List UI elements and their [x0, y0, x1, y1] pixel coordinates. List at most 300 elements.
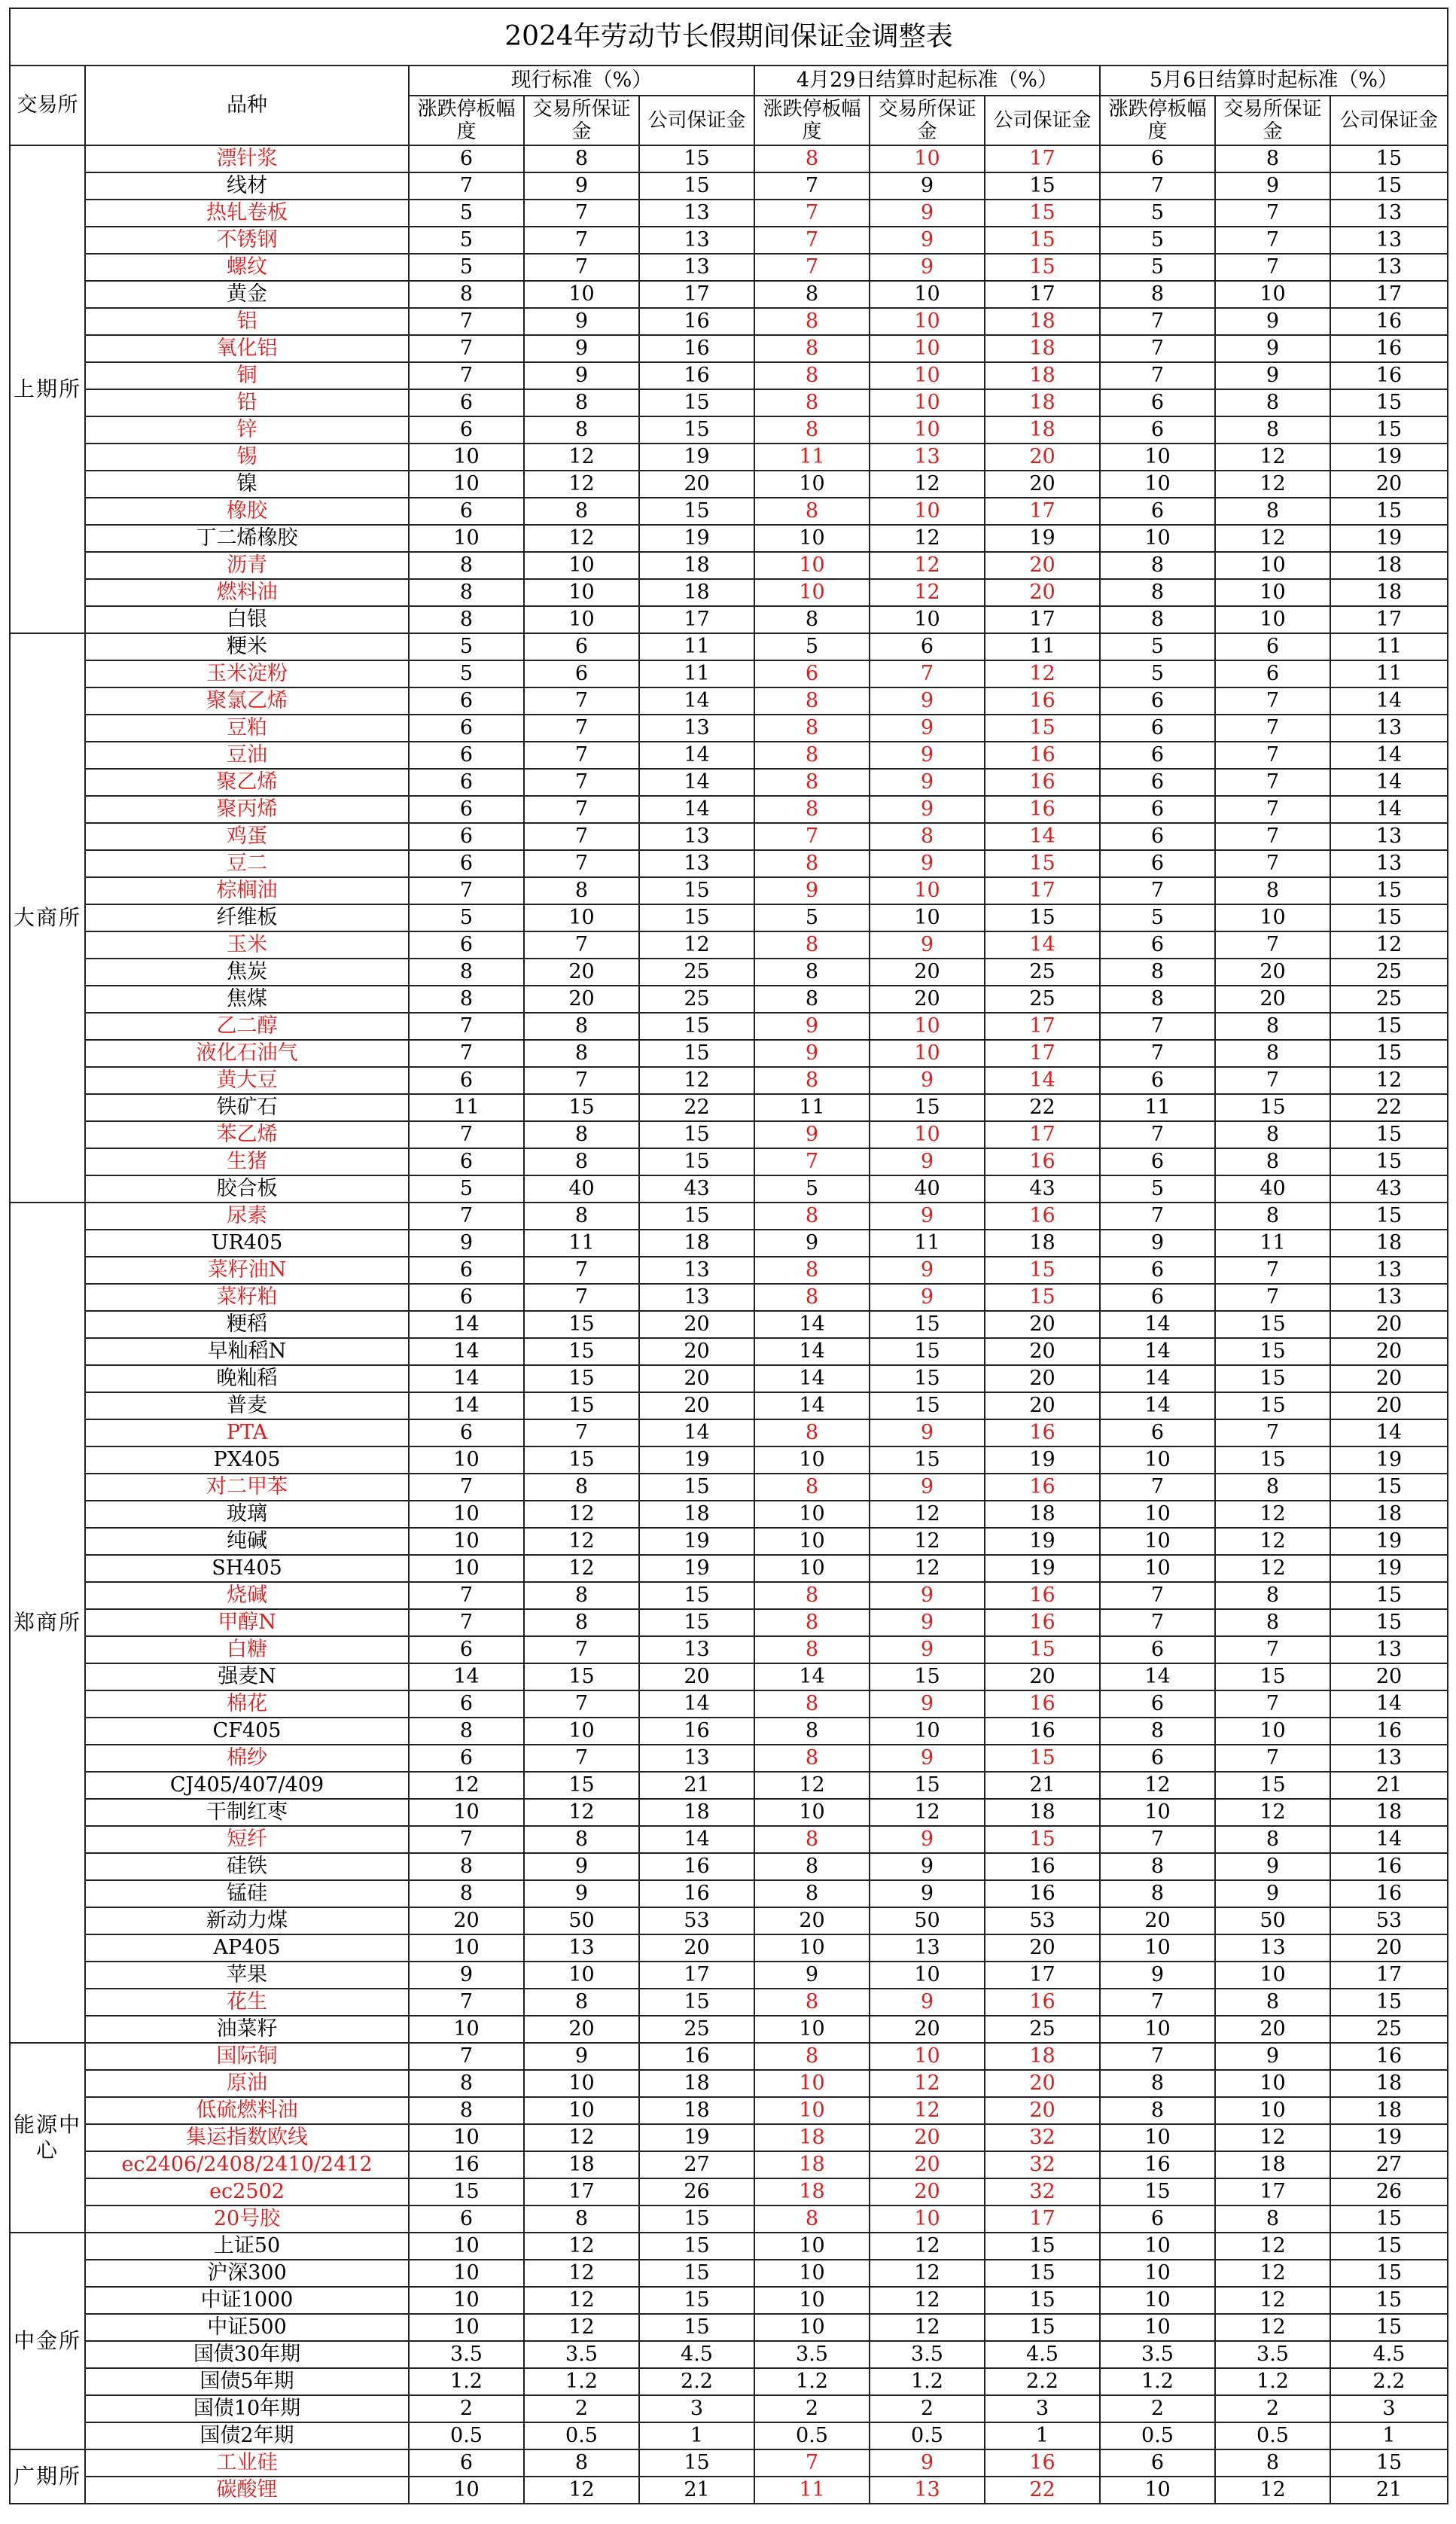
value-cell: 17: [1330, 606, 1448, 633]
value-cell: 13: [870, 444, 985, 471]
value-cell: 7: [409, 1203, 524, 1230]
value-cell: 8: [524, 1121, 639, 1148]
product-cell: ec2406/2408/2410/2412: [85, 2151, 409, 2178]
value-cell: 20: [639, 1338, 754, 1365]
value-cell: 20: [754, 1907, 870, 1934]
table-row: [10, 2124, 1448, 2151]
value-cell: 10: [1100, 2287, 1215, 2314]
value-cell: 3.5: [524, 2341, 639, 2368]
value-cell: 7: [1100, 1013, 1215, 1040]
value-cell: 6: [1100, 2205, 1215, 2233]
value-cell: 20: [1330, 1934, 1448, 1962]
value-cell: 8: [409, 959, 524, 986]
value-cell: 8: [754, 1284, 870, 1311]
value-cell: 8: [754, 362, 870, 389]
value-cell: 7: [524, 823, 639, 850]
value-cell: 15: [524, 1392, 639, 1419]
value-cell: 5: [1100, 904, 1215, 931]
value-cell: 12: [1330, 1067, 1448, 1094]
value-cell: 11: [409, 1094, 524, 1121]
table-row: [10, 389, 1448, 416]
product-cell: 尿素: [85, 1203, 409, 1230]
value-cell: 11: [1100, 1094, 1215, 1121]
value-cell: 6: [409, 2449, 524, 2477]
value-cell: 18: [1215, 2151, 1330, 2178]
value-cell: 9: [524, 1880, 639, 1907]
table-row: [10, 1419, 1448, 1446]
value-cell: 9: [870, 2449, 985, 2477]
value-cell: 7: [1100, 1040, 1215, 1067]
value-cell: 10: [870, 2205, 985, 2233]
product-cell: 不锈钢: [85, 227, 409, 254]
product-cell: 普麦: [85, 1392, 409, 1419]
value-cell: 7: [1215, 1690, 1330, 1718]
value-cell: 15: [524, 1663, 639, 1690]
value-cell: 6: [1100, 931, 1215, 959]
table-row: [10, 1257, 1448, 1284]
value-cell: 5: [409, 660, 524, 687]
value-cell: 20: [1330, 471, 1448, 498]
value-cell: 7: [1215, 200, 1330, 227]
value-cell: 14: [1100, 1663, 1215, 1690]
value-cell: 10: [409, 1934, 524, 1962]
value-cell: 6: [1100, 1636, 1215, 1663]
value-cell: 10: [409, 1446, 524, 1474]
value-cell: 15: [985, 1284, 1100, 1311]
value-cell: 9: [870, 931, 985, 959]
value-cell: 13: [1330, 715, 1448, 742]
value-cell: 10: [524, 1962, 639, 1989]
value-cell: 6: [1100, 850, 1215, 877]
table-row: [10, 1934, 1448, 1962]
value-cell: 43: [1330, 1175, 1448, 1203]
value-cell: 1.2: [754, 2368, 870, 2395]
value-cell: 17: [985, 606, 1100, 633]
table-row: [10, 1772, 1448, 1799]
value-cell: 3.5: [1215, 2341, 1330, 2368]
sub-header: 涨跌停板幅度: [409, 96, 524, 145]
sub-header: 涨跌停板幅度: [754, 96, 870, 145]
table-row: [10, 2178, 1448, 2205]
table-row: [10, 1175, 1448, 1203]
value-cell: 9: [870, 254, 985, 281]
product-cell: 豆粕: [85, 715, 409, 742]
value-cell: 17: [985, 2205, 1100, 2233]
value-cell: 12: [524, 444, 639, 471]
value-cell: 9: [1100, 1230, 1215, 1257]
value-cell: 16: [985, 1582, 1100, 1609]
value-cell: 13: [1330, 823, 1448, 850]
value-cell: 15: [1330, 172, 1448, 200]
value-cell: 13: [870, 1934, 985, 1962]
value-cell: 9: [1100, 1962, 1215, 1989]
table-row: [10, 1745, 1448, 1772]
table-row: [10, 796, 1448, 823]
exchange-cell: 大商所: [10, 633, 85, 1203]
value-cell: 10: [1100, 1528, 1215, 1555]
value-cell: 32: [985, 2151, 1100, 2178]
table-row: [10, 1799, 1448, 1826]
value-cell: 15: [985, 1257, 1100, 1284]
value-cell: 12: [870, 2314, 985, 2341]
value-cell: 8: [524, 1609, 639, 1636]
value-cell: 10: [1100, 2124, 1215, 2151]
product-cell: 棉花: [85, 1690, 409, 1718]
value-cell: 12: [870, 2070, 985, 2097]
value-cell: 20: [524, 2016, 639, 2043]
value-cell: 15: [1330, 877, 1448, 904]
value-cell: 6: [1100, 1419, 1215, 1446]
value-cell: 7: [1215, 1419, 1330, 1446]
table-row: [10, 986, 1448, 1013]
value-cell: 12: [870, 552, 985, 579]
value-cell: 14: [1330, 1690, 1448, 1718]
value-cell: 9: [754, 1121, 870, 1148]
value-cell: 0.5: [1100, 2422, 1215, 2449]
value-cell: 6: [1100, 1284, 1215, 1311]
value-cell: 16: [985, 1609, 1100, 1636]
value-cell: 12: [524, 2260, 639, 2287]
value-cell: 5: [409, 200, 524, 227]
value-cell: 10: [409, 471, 524, 498]
value-cell: 6: [409, 715, 524, 742]
value-cell: 15: [870, 1663, 985, 1690]
value-cell: 12: [1215, 2124, 1330, 2151]
value-cell: 16: [985, 1718, 1100, 1745]
value-cell: 9: [1215, 1880, 1330, 1907]
value-cell: 15: [1330, 2314, 1448, 2341]
margin-adjustment-table: [9, 8, 1448, 2504]
value-cell: 15: [639, 1040, 754, 1067]
value-cell: 18: [639, 1501, 754, 1528]
value-cell: 15: [1215, 1094, 1330, 1121]
value-cell: 10: [1215, 281, 1330, 308]
value-cell: 10: [870, 1121, 985, 1148]
value-cell: 15: [409, 2178, 524, 2205]
table-row: [10, 1230, 1448, 1257]
product-cell: 铜: [85, 362, 409, 389]
value-cell: 18: [754, 2178, 870, 2205]
table-row: [10, 959, 1448, 986]
value-cell: 7: [754, 2449, 870, 2477]
value-cell: 16: [639, 335, 754, 362]
table-row: [10, 1446, 1448, 1474]
value-cell: 7: [409, 335, 524, 362]
value-cell: 9: [754, 1962, 870, 1989]
product-cell: 国债2年期: [85, 2422, 409, 2449]
value-cell: 18: [639, 1799, 754, 1826]
value-cell: 3.5: [409, 2341, 524, 2368]
value-cell: 8: [409, 986, 524, 1013]
table-row: [10, 227, 1448, 254]
value-cell: 18: [1330, 1230, 1448, 1257]
value-cell: 15: [985, 172, 1100, 200]
value-cell: 9: [870, 1203, 985, 1230]
value-cell: 13: [639, 227, 754, 254]
group-header-apr29: 4月29日结算时起标准（%）: [754, 66, 1100, 96]
product-cell: 原油: [85, 2070, 409, 2097]
value-cell: 7: [1100, 1582, 1215, 1609]
value-cell: 9: [754, 1040, 870, 1067]
value-cell: 5: [1100, 254, 1215, 281]
value-cell: 53: [1330, 1907, 1448, 1934]
value-cell: 22: [1330, 1094, 1448, 1121]
value-cell: 12: [870, 1501, 985, 1528]
value-cell: 8: [1215, 1826, 1330, 1853]
product-cell: 上证50: [85, 2233, 409, 2260]
table-row: [10, 877, 1448, 904]
value-cell: 14: [985, 823, 1100, 850]
value-cell: 15: [985, 1826, 1100, 1853]
value-cell: 14: [1100, 1392, 1215, 1419]
value-cell: 20: [639, 1311, 754, 1338]
value-cell: 6: [409, 687, 524, 715]
value-cell: 15: [870, 1338, 985, 1365]
value-cell: 14: [985, 1067, 1100, 1094]
product-cell: 碳酸锂: [85, 2477, 409, 2504]
table-row: [10, 1365, 1448, 1392]
value-cell: 3: [639, 2395, 754, 2422]
value-cell: 9: [1215, 308, 1330, 335]
table-row: [10, 715, 1448, 742]
value-cell: 20: [524, 986, 639, 1013]
value-cell: 10: [870, 416, 985, 444]
product-cell: PTA: [85, 1419, 409, 1446]
value-cell: 10: [1100, 2260, 1215, 2287]
value-cell: 17: [985, 877, 1100, 904]
value-cell: 15: [639, 1609, 754, 1636]
value-cell: 0.5: [524, 2422, 639, 2449]
product-cell: 烧碱: [85, 1582, 409, 1609]
value-cell: 7: [524, 687, 639, 715]
value-cell: 11: [754, 2477, 870, 2504]
value-cell: 10: [409, 2314, 524, 2341]
value-cell: 14: [1100, 1311, 1215, 1338]
value-cell: 19: [1330, 525, 1448, 552]
value-cell: 11: [1215, 1230, 1330, 1257]
value-cell: 6: [1100, 1148, 1215, 1175]
value-cell: 18: [1330, 552, 1448, 579]
value-cell: 18: [985, 335, 1100, 362]
value-cell: 8: [1100, 1880, 1215, 1907]
value-cell: 10: [754, 525, 870, 552]
product-cell: 油菜籽: [85, 2016, 409, 2043]
value-cell: 12: [1215, 2287, 1330, 2314]
value-cell: 53: [985, 1907, 1100, 1934]
value-cell: 10: [754, 1528, 870, 1555]
value-cell: 7: [409, 1989, 524, 2016]
product-cell: 早籼稻N: [85, 1338, 409, 1365]
value-cell: 15: [985, 227, 1100, 254]
value-cell: 8: [524, 498, 639, 525]
value-cell: 11: [870, 1230, 985, 1257]
table-row: [10, 172, 1448, 200]
table-title: 2024年劳动节长假期间保证金调整表: [10, 8, 1448, 66]
value-cell: 18: [985, 362, 1100, 389]
value-cell: 16: [1330, 308, 1448, 335]
value-cell: 12: [1215, 1528, 1330, 1555]
product-cell: 晚籼稻: [85, 1365, 409, 1392]
value-cell: 1: [1330, 2422, 1448, 2449]
value-cell: 6: [409, 498, 524, 525]
value-cell: 12: [1215, 1555, 1330, 1582]
value-cell: 19: [639, 1555, 754, 1582]
value-cell: 12: [639, 931, 754, 959]
value-cell: 10: [409, 2260, 524, 2287]
value-cell: 15: [1215, 1392, 1330, 1419]
table-row: [10, 1040, 1448, 1067]
value-cell: 10: [870, 1040, 985, 1067]
value-cell: 14: [639, 1419, 754, 1446]
value-cell: 9: [870, 227, 985, 254]
value-cell: 12: [870, 525, 985, 552]
value-cell: 10: [409, 2233, 524, 2260]
value-cell: 9: [870, 1474, 985, 1501]
value-cell: 20: [639, 1934, 754, 1962]
product-cell: 聚氯乙烯: [85, 687, 409, 715]
value-cell: 10: [754, 552, 870, 579]
table-row: [10, 416, 1448, 444]
value-cell: 7: [1100, 1474, 1215, 1501]
sub-header: 交易所保证金: [1215, 96, 1330, 145]
product-cell: 干制红枣: [85, 1799, 409, 1826]
value-cell: 8: [524, 877, 639, 904]
product-cell: 鸡蛋: [85, 823, 409, 850]
value-cell: 18: [985, 389, 1100, 416]
table-row: [10, 2395, 1448, 2422]
product-cell: 玉米淀粉: [85, 660, 409, 687]
value-cell: 8: [1100, 986, 1215, 1013]
value-cell: 16: [985, 1989, 1100, 2016]
value-cell: 9: [870, 1419, 985, 1446]
product-cell: 漂针浆: [85, 145, 409, 172]
value-cell: 6: [409, 1148, 524, 1175]
value-cell: 2: [1215, 2395, 1330, 2422]
value-cell: 7: [524, 1284, 639, 1311]
value-cell: 15: [639, 389, 754, 416]
value-cell: 8: [409, 579, 524, 606]
value-cell: 10: [1215, 2070, 1330, 2097]
value-cell: 20: [1330, 1311, 1448, 1338]
value-cell: 9: [1215, 1853, 1330, 1880]
value-cell: 1: [985, 2422, 1100, 2449]
value-cell: 15: [639, 172, 754, 200]
value-cell: 6: [1100, 1067, 1215, 1094]
value-cell: 6: [409, 1284, 524, 1311]
table-row: [10, 2449, 1448, 2477]
value-cell: 6: [409, 1745, 524, 1772]
value-cell: 6: [409, 769, 524, 796]
value-cell: 7: [1100, 1609, 1215, 1636]
value-cell: 5: [1100, 227, 1215, 254]
value-cell: 14: [409, 1663, 524, 1690]
value-cell: 5: [1100, 200, 1215, 227]
value-cell: 10: [754, 2097, 870, 2124]
value-cell: 12: [870, 471, 985, 498]
value-cell: 50: [1215, 1907, 1330, 1934]
table-row: [10, 552, 1448, 579]
value-cell: 8: [754, 498, 870, 525]
value-cell: 10: [524, 579, 639, 606]
value-cell: 9: [870, 850, 985, 877]
value-cell: 14: [1100, 1365, 1215, 1392]
product-cell: 沥青: [85, 552, 409, 579]
value-cell: 25: [639, 986, 754, 1013]
margin-table-sheet: [9, 8, 1447, 2504]
value-cell: 8: [754, 389, 870, 416]
product-cell: 黄大豆: [85, 1067, 409, 1094]
value-cell: 6: [409, 1419, 524, 1446]
value-cell: 8: [754, 959, 870, 986]
exchange-cell: 上期所: [10, 145, 85, 633]
value-cell: 18: [985, 2043, 1100, 2070]
table-row: [10, 1474, 1448, 1501]
value-cell: 12: [524, 2287, 639, 2314]
table-row: [10, 2368, 1448, 2395]
value-cell: 10: [1100, 2016, 1215, 2043]
value-cell: 18: [985, 416, 1100, 444]
product-cell: 乙二醇: [85, 1013, 409, 1040]
value-cell: 15: [1330, 1609, 1448, 1636]
value-cell: 17: [1330, 1962, 1448, 1989]
value-cell: 17: [985, 498, 1100, 525]
table-row: [10, 1284, 1448, 1311]
value-cell: 8: [524, 1582, 639, 1609]
value-cell: 8: [1215, 145, 1330, 172]
value-cell: 15: [1330, 1582, 1448, 1609]
value-cell: 18: [754, 2151, 870, 2178]
product-cell: 聚丙烯: [85, 796, 409, 823]
value-cell: 8: [754, 606, 870, 633]
value-cell: 13: [524, 1934, 639, 1962]
table-row: [10, 2341, 1448, 2368]
product-cell: 低硫燃料油: [85, 2097, 409, 2124]
value-cell: 9: [870, 1636, 985, 1663]
value-cell: 13: [870, 2477, 985, 2504]
value-cell: 1.2: [409, 2368, 524, 2395]
value-cell: 10: [1100, 1799, 1215, 1826]
value-cell: 9: [524, 2043, 639, 2070]
value-cell: 9: [870, 715, 985, 742]
value-cell: 13: [639, 823, 754, 850]
product-cell: 螺纹: [85, 254, 409, 281]
value-cell: 6: [1100, 796, 1215, 823]
value-cell: 15: [870, 1772, 985, 1799]
value-cell: 8: [524, 145, 639, 172]
value-cell: 13: [639, 1636, 754, 1663]
value-cell: 9: [870, 796, 985, 823]
value-cell: 15: [1330, 2287, 1448, 2314]
value-cell: 6: [409, 823, 524, 850]
value-cell: 9: [870, 742, 985, 769]
table-row: [10, 2205, 1448, 2233]
value-cell: 16: [1330, 1880, 1448, 1907]
value-cell: 18: [985, 1501, 1100, 1528]
value-cell: 20: [1100, 1907, 1215, 1934]
value-cell: 18: [639, 552, 754, 579]
value-cell: 12: [1215, 2233, 1330, 2260]
value-cell: 8: [754, 1718, 870, 1745]
value-cell: 8: [524, 1148, 639, 1175]
value-cell: 32: [985, 2178, 1100, 2205]
product-header: 品种: [85, 66, 409, 145]
value-cell: 9: [870, 172, 985, 200]
value-cell: 17: [985, 145, 1100, 172]
value-cell: 9: [409, 1230, 524, 1257]
value-cell: 4.5: [985, 2341, 1100, 2368]
value-cell: 8: [754, 1636, 870, 1663]
value-cell: 27: [639, 2151, 754, 2178]
